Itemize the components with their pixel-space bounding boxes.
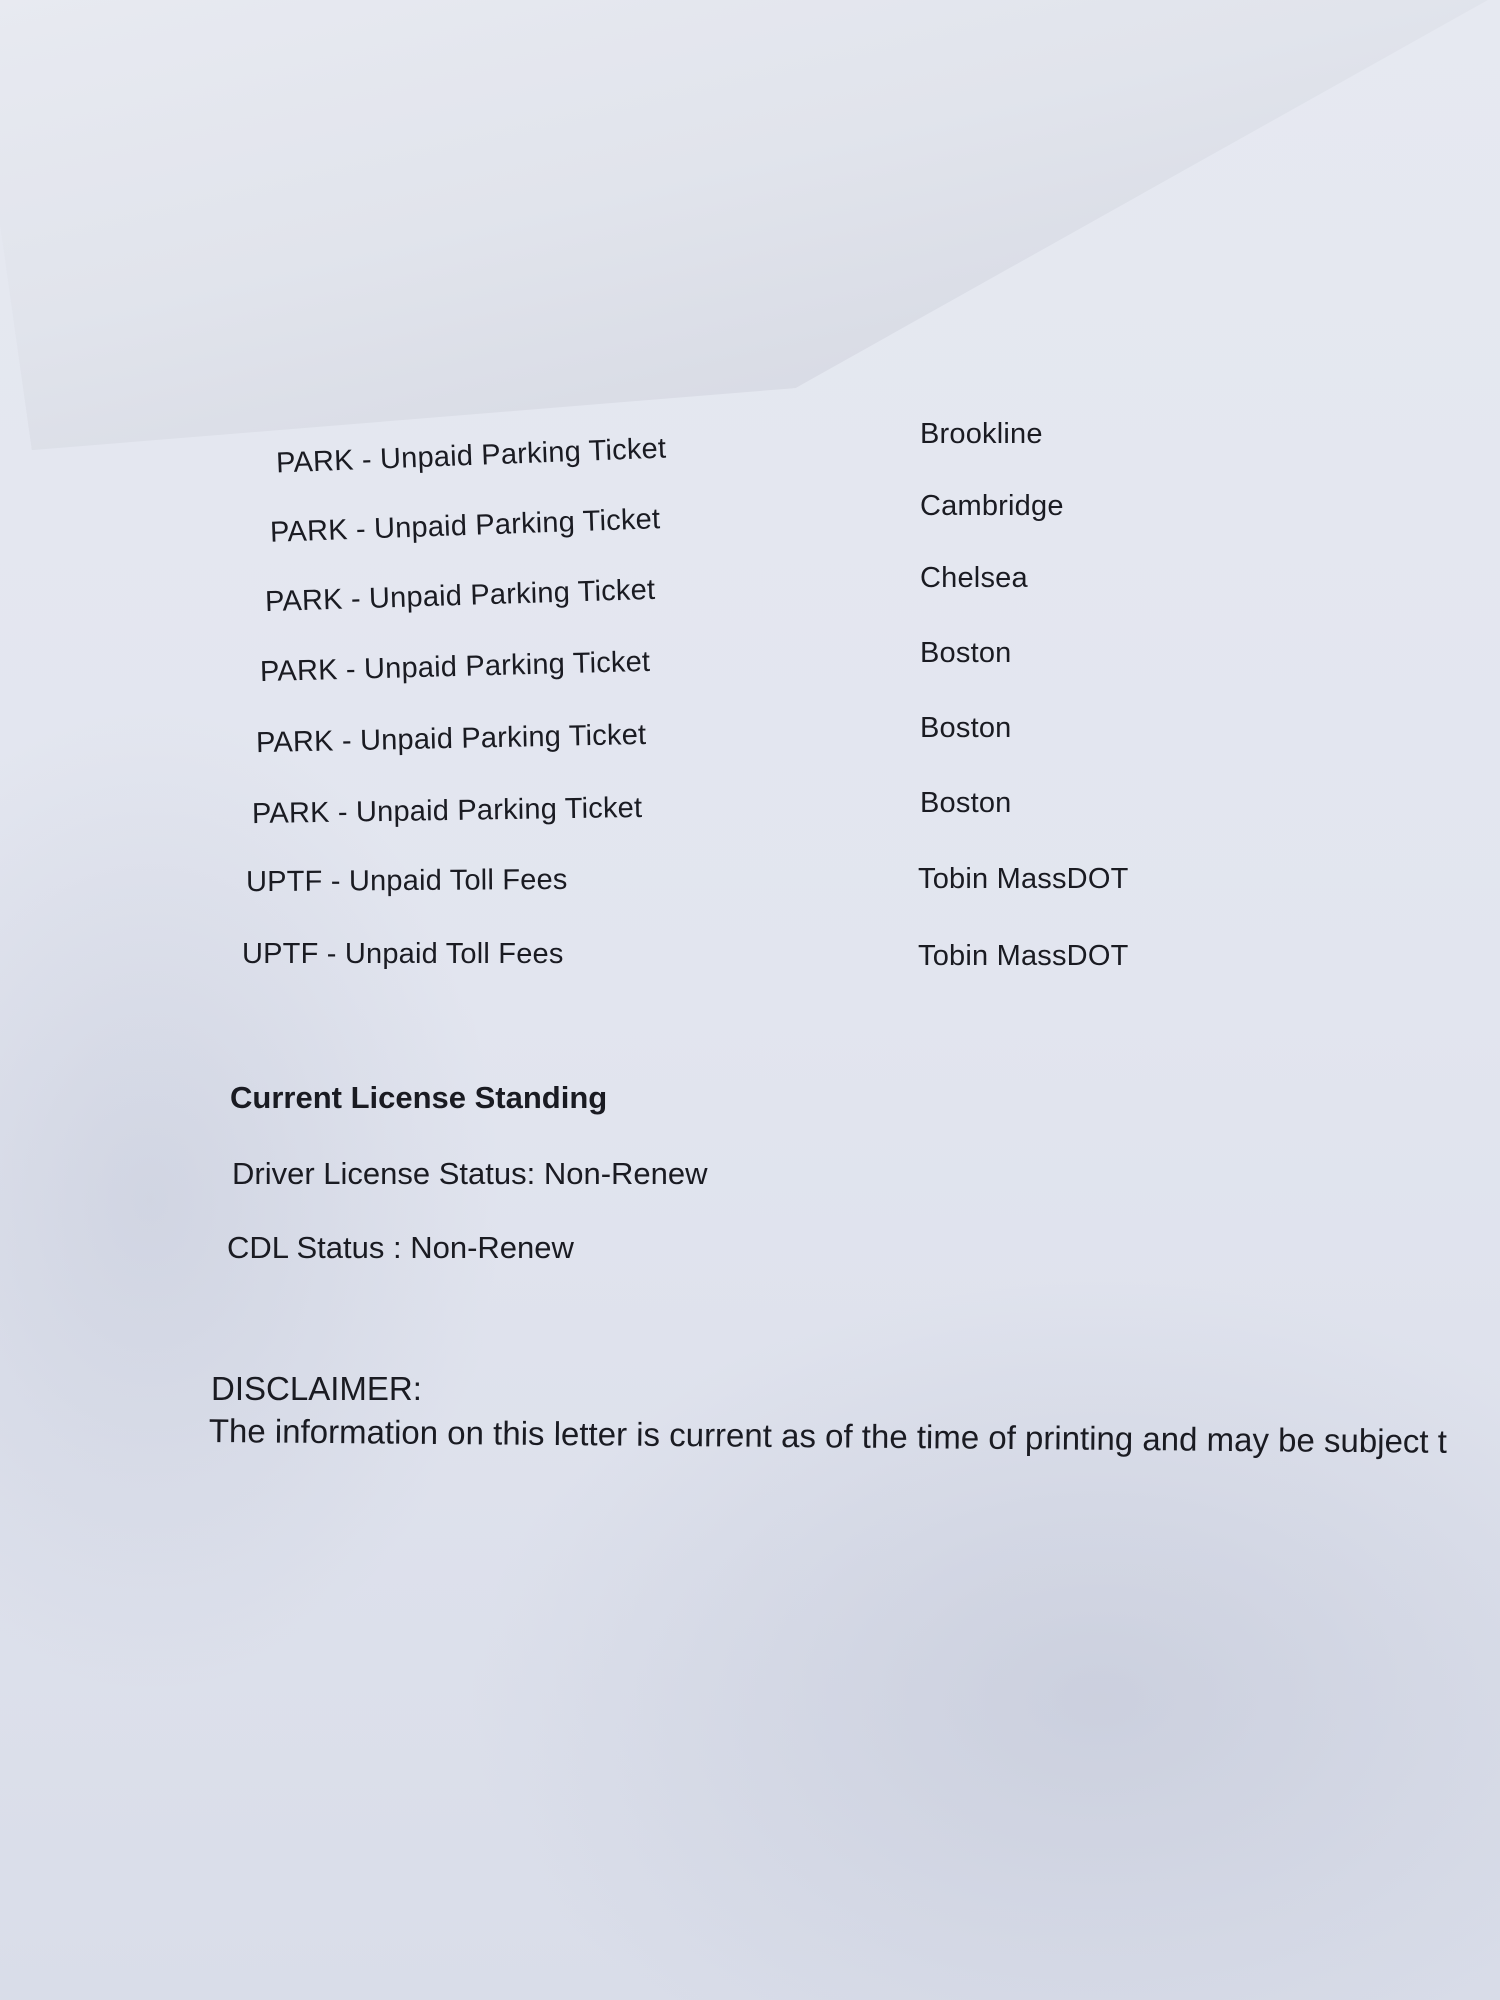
violation-location-2: Cambridge (920, 490, 1064, 522)
violation-location-8: Tobin MassDOT (918, 940, 1129, 972)
violation-type-5: PARK - Unpaid Parking Ticket (255, 718, 647, 760)
driver-license-status: Driver License Status: Non-Renew (232, 1156, 708, 1191)
cdl-status: CDL Status : Non-Renew (227, 1230, 574, 1265)
folded-page-corner (0, 0, 1500, 495)
violation-type-6: PARK - Unpaid Parking Ticket (251, 791, 643, 831)
violation-location-7: Tobin MassDOT (918, 863, 1129, 895)
violation-location-6: Boston (920, 787, 1012, 819)
violation-type-4: PARK - Unpaid Parking Ticket (259, 645, 651, 689)
violation-location-1: Brookline (920, 418, 1043, 450)
violation-type-1: PARK - Unpaid Parking Ticket (275, 432, 667, 480)
violation-location-4: Boston (920, 637, 1012, 669)
violation-type-2: PARK - Unpaid Parking Ticket (269, 503, 661, 549)
violation-type-8: UPTF - Unpaid Toll Fees (242, 938, 564, 970)
violation-location-3: Chelsea (920, 562, 1028, 594)
violation-type-3: PARK - Unpaid Parking Ticket (264, 573, 656, 619)
disclaimer-label: DISCLAIMER: (211, 1370, 422, 1407)
disclaimer-text: The information on this letter is current as of the time of printing and may be subject t (208, 1412, 1448, 1460)
license-standing-heading: Current License Standing (230, 1080, 608, 1115)
violation-type-7: UPTF - Unpaid Toll Fees (245, 863, 568, 899)
violation-location-5: Boston (920, 712, 1012, 744)
